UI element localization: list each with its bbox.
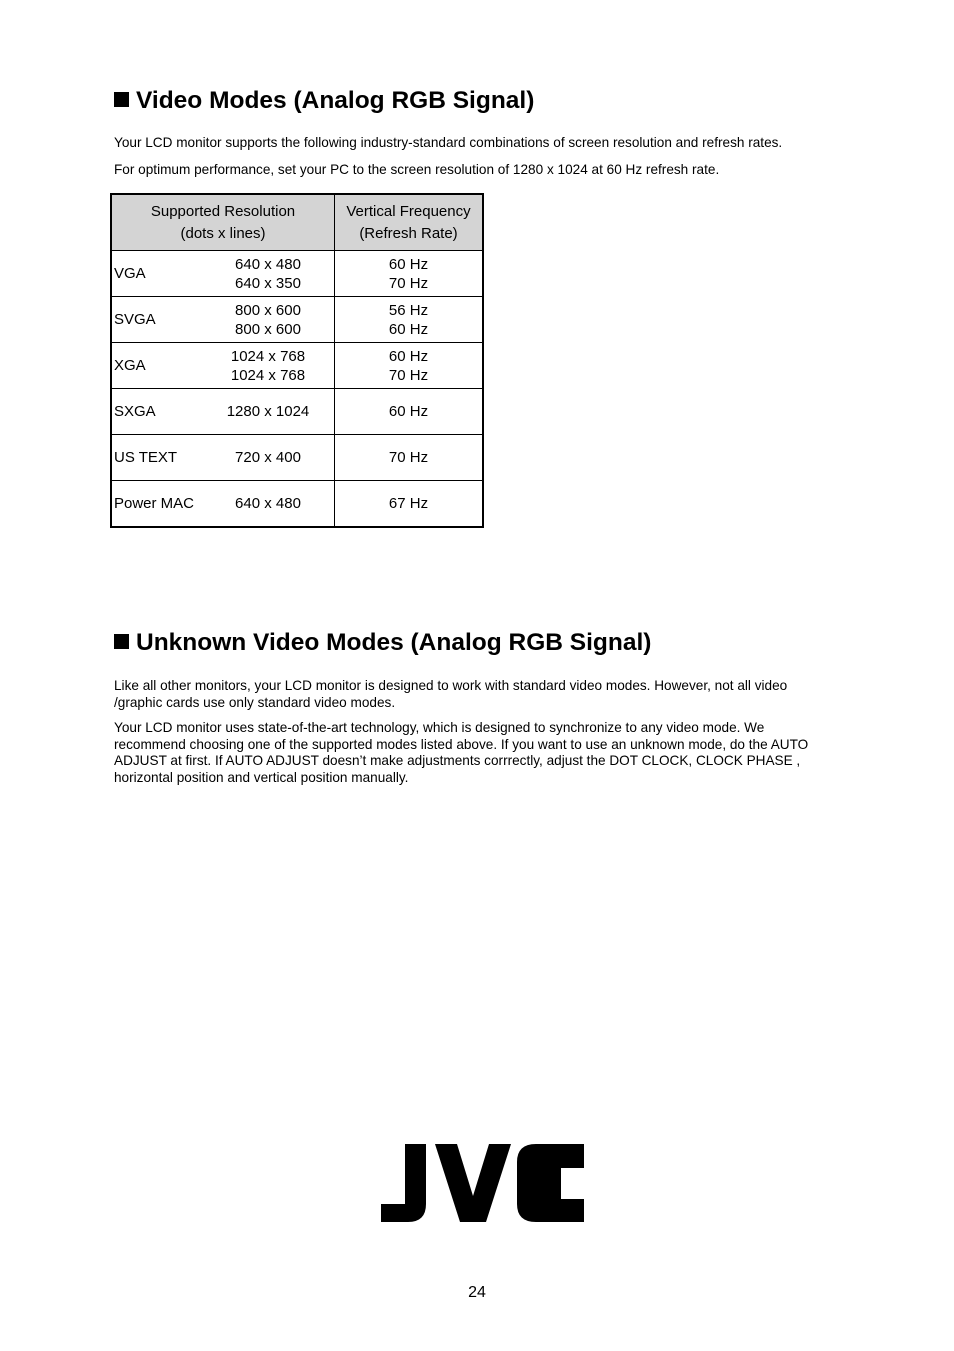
page-number: 24 bbox=[468, 1284, 486, 1301]
monitors-paragraph: Like all other monitors, your LCD monitor is designed to work with standard video modes. However, not all video /graphic cards use only standard video modes. bbox=[114, 678, 788, 710]
frequency-cell: 67 Hz bbox=[335, 481, 484, 528]
section-title-unknown-modes bbox=[114, 628, 651, 658]
mode-name: XGA bbox=[114, 357, 146, 374]
section-title-video-modes bbox=[114, 86, 534, 116]
table-row bbox=[111, 251, 483, 297]
frequency-cell: 60 Hz bbox=[335, 389, 484, 435]
intro-paragraph: Your LCD monitor supports the following industry-standard combinations of screen resolution and refresh rates. bbox=[114, 135, 783, 150]
section-title-text: Unknown Video Modes (Analog RGB Signal) bbox=[136, 629, 652, 656]
optimum-paragraph: For optimum performance, set your PC to the screen resolution of 1280 x 1024 at 60 Hz refresh rate. bbox=[114, 162, 720, 177]
resolution-values: 640 x 480 bbox=[235, 495, 301, 512]
mode-name: Power MAC bbox=[114, 495, 195, 512]
video-modes-table bbox=[110, 193, 484, 528]
resolution-cell bbox=[111, 297, 335, 343]
mode-name: SXGA bbox=[114, 403, 156, 420]
mode-name: SVGA bbox=[114, 311, 156, 328]
resolution-cell bbox=[111, 435, 335, 481]
table-header-row bbox=[111, 194, 483, 251]
resolution-cell bbox=[111, 481, 335, 528]
resolution-cell bbox=[111, 343, 335, 389]
frequency-cell: 70 Hz bbox=[335, 435, 484, 481]
technology-paragraph: Your LCD monitor uses state-of-the-art technology, which is designed to synchronize to any video mode. We recommend choosing one of the supported modes listed above. If you want to use an unknown mode, do the AUTO ADJUST at first. If AUTO ADJUST doesn’t make adjustments corrrectly, adjust the DOT CLOCK, CLOCK PHASE , horizontal position and vertical position manually. bbox=[114, 720, 809, 785]
section-title-text: Video Modes (Analog RGB Signal) bbox=[136, 87, 535, 114]
table-row bbox=[111, 481, 483, 528]
logo-letter-j bbox=[381, 1144, 426, 1222]
mode-name: VGA bbox=[114, 265, 146, 282]
resolution-values: 800 x 600 800 x 600 bbox=[235, 301, 301, 338]
resolution-values: 1280 x 1024 bbox=[226, 403, 310, 420]
resolution-cell bbox=[111, 389, 335, 435]
resolution-values: 640 x 480 640 x 350 bbox=[235, 255, 301, 292]
square-bullet-icon bbox=[114, 634, 129, 649]
table-row bbox=[111, 297, 483, 343]
mode-name: US TEXT bbox=[114, 449, 178, 466]
resolution-values: 720 x 400 bbox=[235, 449, 301, 466]
frequency-cell: 56 Hz 60 Hz bbox=[335, 297, 484, 343]
resolution-values: 1024 x 768 1024 x 768 bbox=[230, 347, 306, 384]
table-row bbox=[111, 435, 483, 481]
jvc-logo bbox=[378, 1132, 588, 1228]
header-resolution: Supported Resolution (dots x lines) bbox=[111, 194, 335, 251]
frequency-cell: 60 Hz 70 Hz bbox=[335, 251, 484, 297]
logo-letter-c bbox=[517, 1144, 584, 1222]
logo-letter-v bbox=[435, 1144, 511, 1222]
table-row bbox=[111, 389, 483, 435]
square-bullet-icon bbox=[114, 92, 129, 107]
table-row bbox=[111, 343, 483, 389]
header-frequency: Vertical Frequency (Refresh Rate) bbox=[335, 194, 484, 251]
frequency-cell: 60 Hz 70 Hz bbox=[335, 343, 484, 389]
resolution-cell bbox=[111, 251, 335, 297]
